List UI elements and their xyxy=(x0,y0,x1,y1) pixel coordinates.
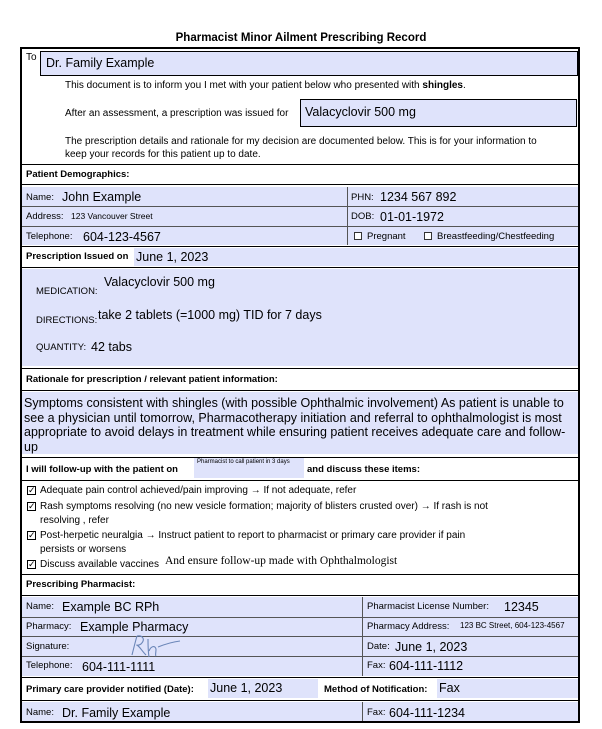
pregnant-checkbox[interactable] xyxy=(354,232,362,240)
license-value[interactable]: 12345 xyxy=(504,600,539,614)
prescribed-drug-field[interactable] xyxy=(300,99,577,127)
issued-label: Prescription Issued on xyxy=(26,251,129,262)
rationale-text: Symptoms consistent with shingles (with possible Ophthalmic involvement) As patient is unable to see a physician until tomorrow, Pharmacotherapy initiation and referral to ophthalmologist is most appropriate to avoid delays in treatment while ensuring patient receives adequate care and follow-up xyxy=(24,396,566,454)
pharmacist-name-label: Name: xyxy=(26,601,54,612)
directions-value[interactable]: take 2 tablets (=1000 mg) TID for 7 days xyxy=(98,308,322,322)
followup-label: I will follow-up with the patient on xyxy=(26,464,178,475)
to-field[interactable] xyxy=(40,51,578,76)
to-value: Dr. Family Example xyxy=(46,56,155,70)
provider-fax-label: Fax: xyxy=(367,707,386,718)
dob-label: DOB: xyxy=(351,211,375,222)
date-label: Date: xyxy=(367,641,390,652)
medication-value[interactable]: Valacyclovir 500 mg xyxy=(104,275,215,289)
address-value[interactable]: 123 Vancouver Street xyxy=(71,211,153,221)
pharmacy-address-value[interactable]: 123 BC Street, 604-123-4567 xyxy=(460,621,565,630)
phn-label: PHN: xyxy=(351,192,374,203)
item-3-text-cont: persists or worsens xyxy=(40,544,127,555)
item-2-text: Rash symptoms resolving (no new vesicle formation; majority of blisters crusted over) → If rash is not xyxy=(40,501,488,512)
pharmacist-fax-label: Fax: xyxy=(367,660,386,671)
patient-demographics-heading: Patient Demographics: xyxy=(26,169,130,180)
rationale-field[interactable] xyxy=(22,392,578,454)
provider-name-value[interactable]: Dr. Family Example xyxy=(62,706,171,720)
item-3-checkbox[interactable]: ✓ xyxy=(28,530,36,540)
quantity-value[interactable]: 42 tabs xyxy=(91,340,133,354)
breastfeeding-label: Breastfeeding/Chestfeeding xyxy=(437,231,555,242)
pharmacist-name-value[interactable]: Example BC RPh xyxy=(62,600,160,614)
quantity-label: QUANTITY: xyxy=(36,342,87,353)
intro-line2: After an assessment, a prescription was issued for xyxy=(65,108,289,119)
item-1-text: Adequate pain control achieved/pain improving → If not adequate, refer xyxy=(40,485,357,496)
dob-value[interactable]: 01-01-1972 xyxy=(380,210,444,224)
pregnant-label: Pregnant xyxy=(367,231,406,242)
pharmacist-telephone-label: Telephone: xyxy=(26,660,73,671)
provider-notified-label: Primary care provider notified (Date): xyxy=(26,684,194,695)
pharmacy-address-label: Pharmacy Address: xyxy=(367,621,450,632)
rationale-heading: Rationale for prescription / relevant patient information: xyxy=(26,374,278,385)
provider-notified-field[interactable] xyxy=(208,679,318,698)
intro-line3a: The prescription details and rationale for my decision are documented below. This is for your information to xyxy=(65,136,537,147)
signature-label: Signature: xyxy=(26,641,70,652)
issued-date-field[interactable] xyxy=(134,248,578,266)
license-label: Pharmacist License Number: xyxy=(367,601,489,612)
followup-date-field[interactable] xyxy=(194,458,304,478)
patient-name-label: Name: xyxy=(26,192,54,203)
provider-fax-value[interactable]: 604-111-1234 xyxy=(389,706,465,720)
pharmacy-value[interactable]: Example Pharmacy xyxy=(80,620,189,634)
pharmacist-fax-value[interactable]: 604-111-1112 xyxy=(389,659,464,673)
item-4-text: Discuss available vaccines xyxy=(40,559,159,570)
provider-name-label: Name: xyxy=(26,707,54,718)
item-3-text: Post-herpetic neuralgia → Instruct patient to report to pharmacist or primary care provider if pain xyxy=(40,530,466,541)
method-value: Fax xyxy=(439,681,460,695)
prescribing-pharmacist-heading: Prescribing Pharmacist: xyxy=(26,579,136,590)
signature-image xyxy=(128,633,184,659)
phn-value[interactable]: 1234 567 892 xyxy=(380,190,457,204)
telephone-value[interactable]: 604-123-4567 xyxy=(83,230,161,244)
followup-date-value: Pharmacist to call patient in 3 days xyxy=(197,459,290,465)
issued-date-value: June 1, 2023 xyxy=(136,250,209,264)
item-1-checkbox[interactable]: ✓ xyxy=(28,485,36,495)
address-label: Address: xyxy=(26,211,64,222)
prescribed-drug-value: Valacyclovir 500 mg xyxy=(305,105,416,119)
item-4-checkbox[interactable]: ✓ xyxy=(28,559,36,569)
page-title: Pharmacist Minor Ailment Prescribing Record xyxy=(175,32,427,44)
medication-label: MEDICATION: xyxy=(36,286,98,297)
date-value[interactable]: June 1, 2023 xyxy=(395,640,468,654)
item-2-text-cont: resolving , refer xyxy=(40,515,109,526)
breastfeeding-checkbox[interactable] xyxy=(424,232,432,240)
telephone-label: Telephone: xyxy=(26,231,73,242)
method-label: Method of Notification: xyxy=(324,684,428,695)
pharmacist-telephone-value[interactable]: 604-111-1111 xyxy=(82,660,156,674)
pharmacy-label: Pharmacy: xyxy=(26,621,72,632)
method-field[interactable] xyxy=(437,679,578,698)
to-label: To xyxy=(26,52,37,63)
intro-line1: This document is to inform you I met with your patient below who presented with shingles. xyxy=(65,80,466,91)
provider-notified-value: June 1, 2023 xyxy=(210,681,283,695)
directions-label: DIRECTIONS: xyxy=(36,315,98,326)
followup-post-label: and discuss these items: xyxy=(307,464,420,475)
item-2-checkbox[interactable]: ✓ xyxy=(28,501,36,511)
intro-line3b: keep your records for this patient up to date. xyxy=(65,149,261,160)
extra-note[interactable]: And ensure follow-up made with Ophthalmologist xyxy=(165,555,398,567)
patient-name-value[interactable]: John Example xyxy=(62,190,142,204)
